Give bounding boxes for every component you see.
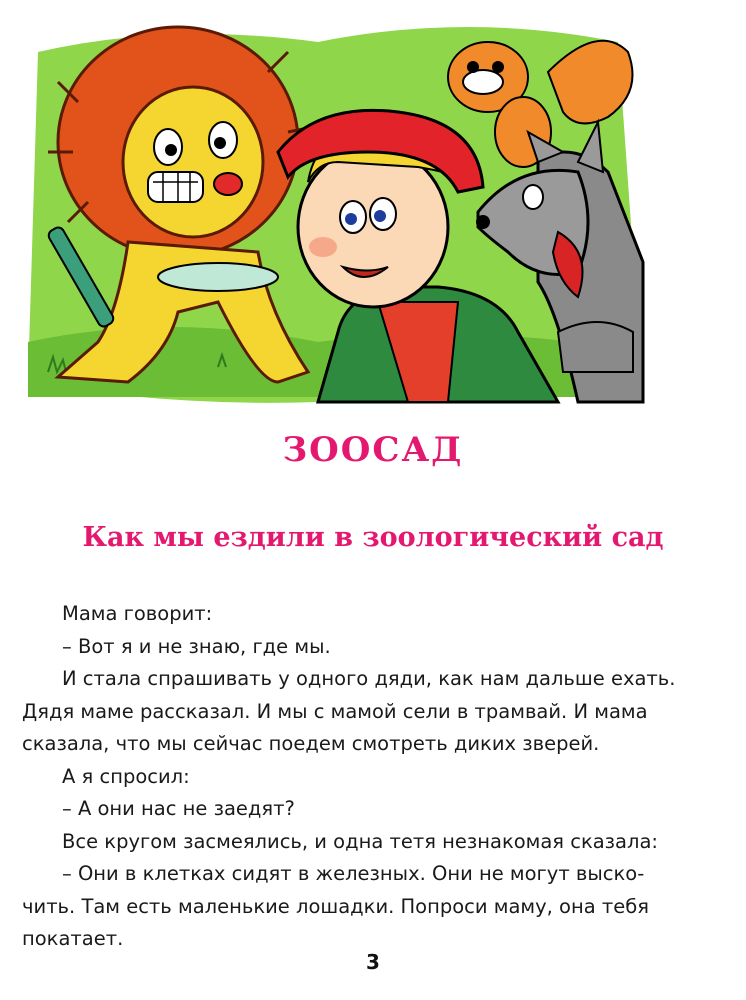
- story-line: – А они нас не заедят?: [62, 797, 295, 820]
- cartoon-illustration: [18, 12, 646, 407]
- story-line: чить. Там есть маленькие лошадки. Попроси маму, она тебя: [22, 894, 649, 918]
- story-line: И стала спрашивать у одного дяди, как нам дальше ехать.: [62, 667, 676, 690]
- chapter-title: ЗООСАД: [282, 430, 464, 470]
- page-number: 3: [366, 950, 380, 974]
- story-line: сказала, что мы сейчас поедем смотреть диких зверей.: [22, 732, 600, 755]
- story-line: Мама говорит:: [62, 602, 213, 625]
- story-line: покатает.: [22, 927, 124, 950]
- story-text: [22, 598, 682, 956]
- story-line: А я спросил:: [62, 764, 190, 788]
- story-title: Как мы ездили в зоологический сад: [82, 522, 664, 553]
- story-line: Дядя маме рассказал. И мы с мамой сели в трамвай. И мама: [22, 699, 648, 723]
- story-line: – Вот я и не знаю, где мы.: [62, 634, 331, 658]
- story-line: – Они в клетках сидят в железных. Они не могут выско-: [62, 862, 645, 885]
- story-line: Все кругом засмеялись, и одна тетя незнакомая сказала:: [62, 829, 658, 853]
